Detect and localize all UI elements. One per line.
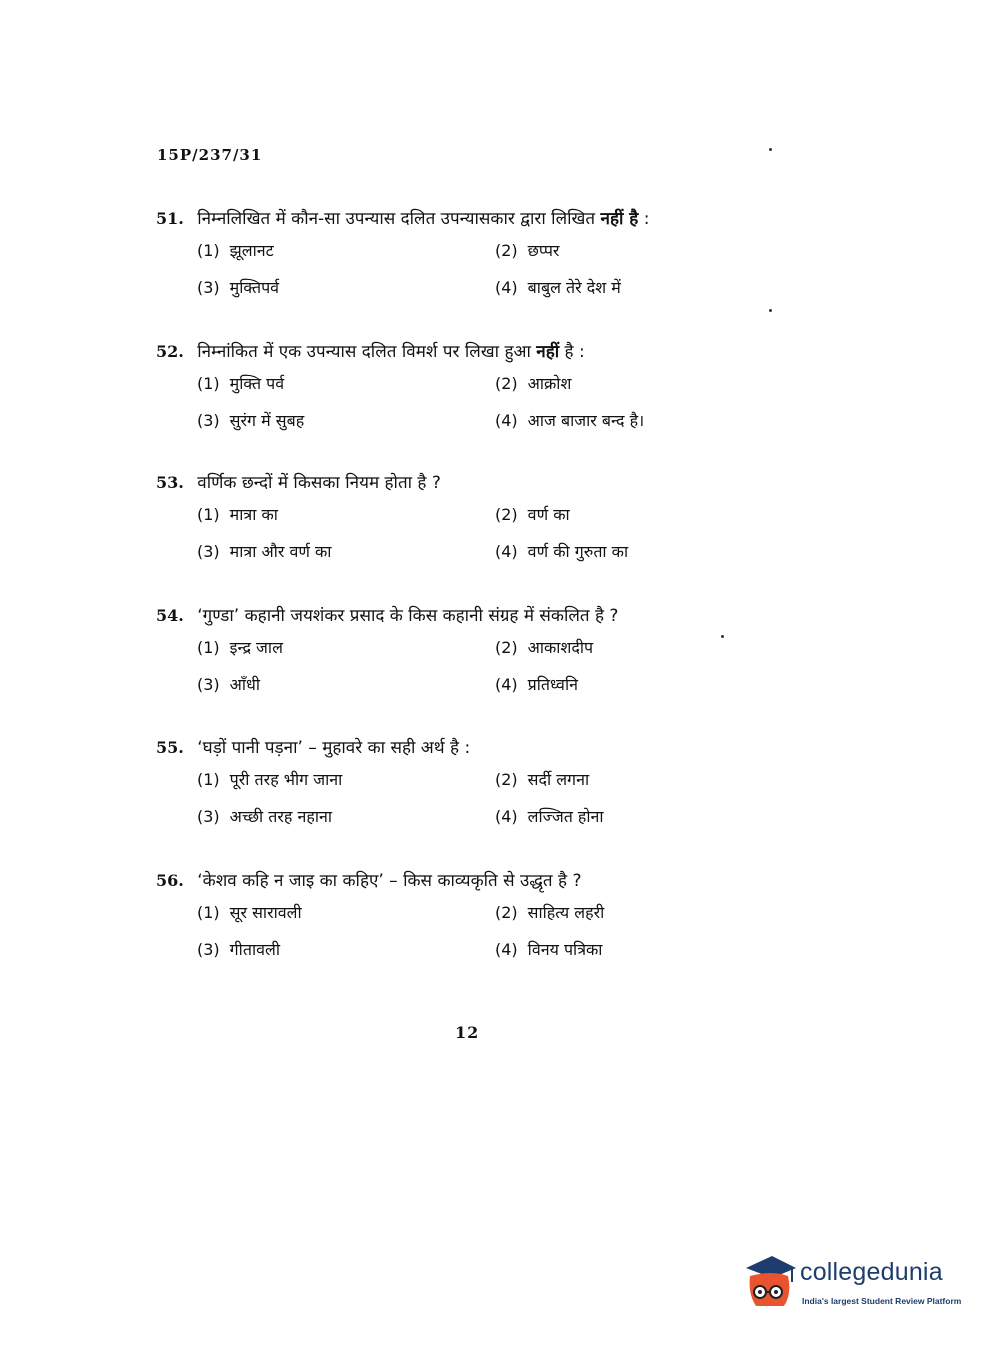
option-3: (3) गीतावली xyxy=(197,940,280,959)
option-3: (3) आँधी xyxy=(197,675,261,694)
option-4: (4) वर्ण की गुरुता का xyxy=(495,542,629,561)
option-1: (1) मात्रा का xyxy=(197,505,278,524)
mascot-icon xyxy=(742,1254,798,1314)
option-2: (2) सर्दी लगना xyxy=(495,770,590,789)
option-2: (2) वर्ण का xyxy=(495,505,570,524)
options xyxy=(156,636,816,712)
brand-tagline: India's largest Student Review Platform xyxy=(802,1296,962,1306)
question-51 xyxy=(156,207,816,315)
option-4: (4) प्रतिध्वनि xyxy=(495,675,578,694)
question-number: 56. xyxy=(156,871,184,890)
question-text: निम्नलिखित में कौन-सा उपन्यास दलित उपन्यासकार द्वारा लिखित xyxy=(197,209,596,229)
brand-name: collegedunia xyxy=(800,1258,943,1286)
question-52 xyxy=(156,340,816,448)
scan-speck xyxy=(721,635,724,638)
question-emphasis: नहीं है xyxy=(600,209,639,229)
option-3: (3) अच्छी तरह नहाना xyxy=(197,807,333,826)
question-text: ‘केशव कहि न जाइ का कहिए’ – किस काव्यकृति से उद्धृत है ? xyxy=(197,871,582,891)
question-53 xyxy=(156,471,816,579)
question-text: ‘गुण्डा’ कहानी जयशंकर प्रसाद के किस कहानी संग्रह में संकलित है ? xyxy=(197,606,619,626)
option-1: (1) पूरी तरह भीग जाना xyxy=(197,770,343,789)
question-text: ‘घड़ों पानी पड़ना’ – मुहावरे का सही अर्थ है : xyxy=(197,738,471,758)
option-2: (2) छप्पर xyxy=(495,241,560,260)
option-3: (3) मुक्तिपर्व xyxy=(197,278,280,297)
question-55 xyxy=(156,736,816,844)
collegedunia-logo xyxy=(742,1254,972,1314)
option-1: (1) मुक्ति पर्व xyxy=(197,374,285,393)
page-number: 12 xyxy=(455,1023,480,1042)
options xyxy=(156,768,816,844)
question-number: 52. xyxy=(156,342,184,361)
question-56 xyxy=(156,869,816,977)
scan-speck xyxy=(769,309,772,312)
option-1: (1) इन्द्र जाल xyxy=(197,638,283,657)
scan-speck xyxy=(769,148,772,151)
question-end: : xyxy=(638,209,650,229)
option-4: (4) आज बाजार बन्द है। xyxy=(495,411,645,430)
question-text: निम्नांकित में एक उपन्यास दलित विमर्श पर लिखा हुआ xyxy=(197,342,531,362)
question-number: 51. xyxy=(156,209,184,228)
option-1: (1) सूर सारावली xyxy=(197,903,302,922)
paper-code: 15P/237/31 xyxy=(157,146,263,164)
question-text: वर्णिक छन्दों में किसका नियम होता है ? xyxy=(197,473,441,493)
question-number: 54. xyxy=(156,606,184,625)
option-2: (2) आक्रोश xyxy=(495,374,572,393)
option-4: (4) विनय पत्रिका xyxy=(495,940,603,959)
options xyxy=(156,372,816,448)
options xyxy=(156,503,816,579)
option-2: (2) साहित्य लहरी xyxy=(495,903,605,922)
options xyxy=(156,239,816,315)
question-number: 53. xyxy=(156,473,184,492)
question-emphasis: नहीं xyxy=(536,342,560,362)
option-4: (4) बाबुल तेरे देश में xyxy=(495,278,621,297)
options xyxy=(156,901,816,977)
option-1: (1) झूलानट xyxy=(197,241,274,260)
question-54 xyxy=(156,604,816,712)
question-number: 55. xyxy=(156,738,184,757)
option-2: (2) आकाशदीप xyxy=(495,638,594,657)
question-end: है : xyxy=(559,342,585,362)
option-3: (3) मात्रा और वर्ण का xyxy=(197,542,332,561)
option-3: (3) सुरंग में सुबह xyxy=(197,411,305,430)
option-4: (4) लज्जित होना xyxy=(495,807,604,826)
